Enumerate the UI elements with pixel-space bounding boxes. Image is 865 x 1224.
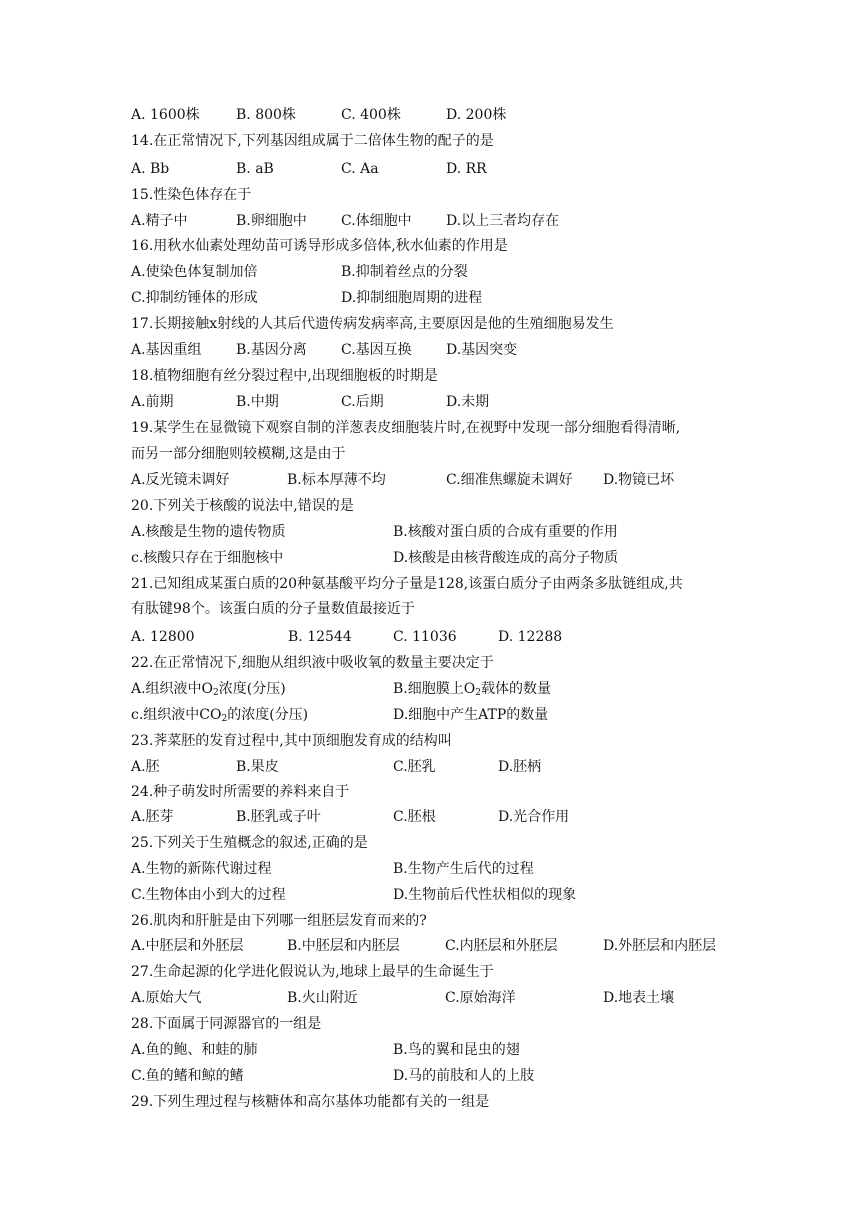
q23-options: [131, 756, 825, 778]
option-a: A. 12800: [131, 629, 195, 645]
option-b: B.鸟的翼和昆虫的翅: [393, 1042, 520, 1058]
option-c: C.原始海洋: [445, 990, 516, 1006]
q22-stem: 22.在正常情况下,细胞从组织液中吸收氧的数量主要决定于: [131, 655, 494, 671]
option-d: D. 200株: [446, 107, 507, 123]
q14-stem: 14.在正常情况下,下列基因组成属于二倍体生物的配子的是: [131, 133, 494, 149]
option-b: B.中期: [236, 394, 279, 410]
q13-options: [131, 104, 825, 126]
option-a: A.基因重组: [131, 342, 202, 358]
option-b: B.核酸对蛋白质的合成有重要的作用: [393, 524, 618, 540]
option-b: B.细胞膜上$O_2$载体的数量: [393, 681, 551, 698]
option-a: A.核酸是生物的遗传物质: [131, 524, 286, 540]
option-a: A.中胚层和外胚层: [131, 938, 244, 954]
q16-stem: 16.用秋水仙素处理幼苗可诱导形成多倍体,秋水仙素的作用是: [131, 238, 508, 254]
q16-options-row2: [131, 287, 825, 309]
q16-options-row1: [131, 261, 825, 283]
option-b: B. 800株: [236, 107, 296, 123]
q15-stem: 15.性染色体存在于: [131, 187, 252, 203]
q25-options-row2: [131, 884, 825, 906]
q26-options: [131, 935, 825, 957]
option-d: D.基因突变: [446, 342, 518, 358]
q19-stem: 19.某学生在显微镜下观察自制的洋葱表皮细胞装片时,在视野中发现一部分细胞看得清晰,: [131, 420, 681, 436]
option-d: D.生物前后代性状相似的现象: [393, 887, 577, 903]
option-c: C.体细胞中: [341, 213, 412, 229]
q21-options: [131, 626, 825, 648]
q22-options-row1: [131, 678, 825, 700]
q24-options: [131, 806, 825, 828]
q20-options-row1: [131, 521, 825, 543]
option-c: C.胚乳: [393, 759, 436, 775]
option-d: D.细胞中产生ATP的数量: [393, 707, 549, 723]
option-a: A.前期: [131, 394, 174, 410]
option-c: C.内胚层和外胚层: [445, 938, 558, 954]
q23-stem: 23.荠菜胚的发育过程中,其中顶细胞发育成的结构叫: [131, 733, 452, 749]
option-a: A.胚芽: [131, 809, 174, 825]
option-a: A.生物的新陈代谢过程: [131, 861, 272, 877]
q18-options: [131, 391, 825, 413]
option-a: A.胚: [131, 759, 160, 775]
option-a: A.原始大气: [131, 990, 202, 1006]
q17-stem: 17.长期接触x射线的人其后代遗传病发病率高,主要原因是他的生殖细胞易发生: [131, 316, 614, 332]
q21-stem: 21.已知组成某蛋白质的20种氨基酸平均分子量是128,该蛋白质分子由两条多肽链组成,共: [131, 576, 683, 592]
option-d: D.外胚层和内胚层: [603, 938, 717, 954]
option-c: c.组织液中$CO_2$的浓度(分压): [131, 707, 309, 724]
option-c: C. Aa: [341, 161, 379, 177]
q27-options: [131, 987, 825, 1009]
option-c: C. 11036: [393, 629, 457, 645]
option-c: C.后期: [341, 394, 384, 410]
q27-stem: 27.生命起源的化学进化假说认为,地球上最早的生命诞生于: [131, 964, 494, 980]
q28-options-row2: [131, 1065, 825, 1087]
option-a: A.精子中: [131, 213, 188, 229]
option-c: C.鱼的鳍和鲸的鳍: [131, 1068, 244, 1084]
option-d: D.抑制细胞周期的进程: [341, 290, 483, 306]
option-b: B.基因分离: [236, 342, 307, 358]
option-b: B.果皮: [236, 759, 279, 775]
q15-options: [131, 210, 825, 232]
option-d: D.胚柄: [498, 759, 542, 775]
q22-options-row2: [131, 704, 825, 726]
option-c: C.生物体由小到大的过程: [131, 887, 286, 903]
option-d: D. RR: [446, 161, 487, 177]
q28-options-row1: [131, 1039, 825, 1061]
option-c: c.核酸只存在于细胞核中: [131, 550, 284, 566]
option-a: A.反光镜未调好: [131, 472, 230, 488]
q25-stem: 25.下列关于生殖概念的叙述,正确的是: [131, 835, 368, 851]
option-d: D.核酸是由核背酸连成的高分子物质: [393, 550, 619, 566]
option-b: B.生物产生后代的过程: [393, 861, 534, 877]
option-a: A.组织液中$O_2$浓度(分压): [131, 681, 286, 698]
option-d: D.光合作用: [498, 809, 570, 825]
option-d: D.以上三者均存在: [446, 213, 560, 229]
option-b: B.火山附近: [287, 990, 358, 1006]
option-b: B.抑制着丝点的分裂: [341, 264, 468, 280]
q17-options: [131, 339, 825, 361]
q25-options-row1: [131, 858, 825, 880]
option-d: D. 12288: [498, 629, 563, 645]
q14-options: [131, 158, 825, 180]
option-d: D.未期: [446, 394, 490, 410]
q19-stem-cont: 而另一部分细胞则较模糊,这是由于: [131, 446, 346, 462]
option-a: A. Bb: [131, 161, 170, 177]
q18-stem: 18.植物细胞有丝分裂过程中,出现细胞板的时期是: [131, 368, 438, 384]
option-d: D.物镜已坏: [603, 472, 675, 488]
q29-stem: 29.下列生理过程与核糖体和高尔基体功能都有关的一组是: [131, 1094, 490, 1110]
option-c: C. 400株: [341, 107, 401, 123]
option-c: C.基因互换: [341, 342, 412, 358]
q28-stem: 28.下面属于同源器官的一组是: [131, 1016, 322, 1032]
option-a: A.鱼的鲍、和蛙的肺: [131, 1042, 258, 1058]
q24-stem: 24.种子萌发时所需要的养料来自于: [131, 784, 350, 800]
option-b: B. 12544: [288, 629, 352, 645]
option-c: C.胚根: [393, 809, 436, 825]
option-b: B.标本厚薄不均: [287, 472, 386, 488]
q26-stem: 26.肌肉和肝脏是由下列哪一组胚层发育而来的?: [131, 913, 427, 929]
option-b: B.胚乳或子叶: [236, 809, 321, 825]
option-a: A.使染色体复制加倍: [131, 264, 258, 280]
option-b: B.中胚层和内胚层: [287, 938, 400, 954]
option-b: B.卵细胞中: [236, 213, 307, 229]
q20-stem: 20.下列关于核酸的说法中,错误的是: [131, 498, 354, 514]
option-d: D.马的前肢和人的上肢: [393, 1068, 535, 1084]
option-b: B. aB: [236, 161, 274, 177]
option-c: C.抑制纺锤体的形成: [131, 290, 258, 306]
q21-stem-cont: 有肽键98个。该蛋白质的分子量数值最接近于: [131, 601, 415, 617]
q19-options: [131, 469, 825, 491]
option-d: D.地表土壤: [603, 990, 675, 1006]
option-a: A. 1600株: [131, 107, 200, 123]
q20-options-row2: [131, 547, 825, 569]
option-c: C.细准焦螺旋未调好: [446, 472, 573, 488]
